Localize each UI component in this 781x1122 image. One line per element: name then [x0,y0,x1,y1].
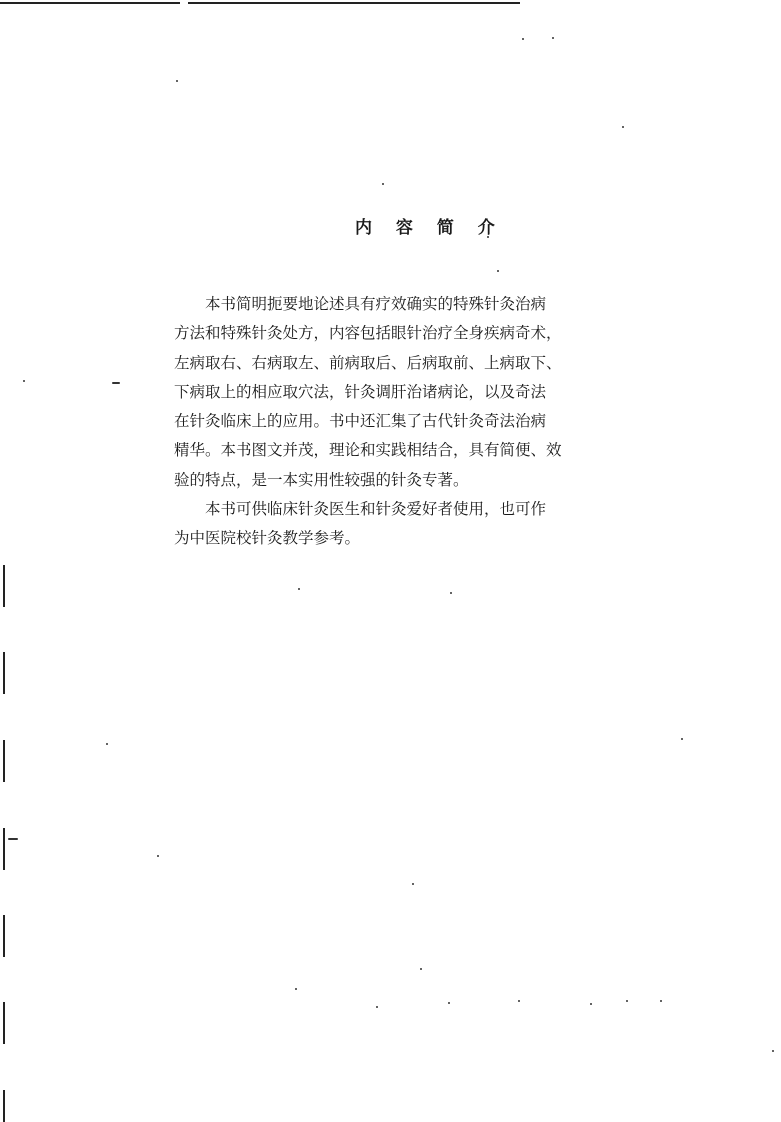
text-line: 为中医院校针灸教学参考。 [174,529,361,548]
scan-edge-mark [3,740,5,782]
scan-edge-mark [3,828,5,870]
scan-top-rule-gap [180,2,188,4]
scan-speck [376,1006,378,1008]
scan-speck [412,883,414,885]
text-line: 方法和特殊针灸处方，内容包括眼针治疗全身疾病奇术， [174,324,562,343]
scan-speck [112,382,120,384]
text-line: 在针灸临床上的应用。书中还汇集了古代针灸奇法治病 [174,412,547,431]
scan-speck [157,855,159,857]
scan-top-rule [0,2,520,4]
scan-speck [772,1050,774,1052]
scan-edge-mark [3,652,5,694]
scan-speck [448,1002,450,1004]
text-line: 本书简明扼要地论述具有疗效确实的特殊针灸治病 [205,295,547,313]
scan-edge-mark [3,1090,5,1122]
scan-speck [626,1000,628,1002]
scan-speck [552,37,554,39]
text-line: 本书可供临床针灸医生和针灸爱好者使用，也可作 [205,500,547,519]
content-body [174,290,662,554]
scan-edge-mark [3,915,5,957]
scan-speck [450,592,452,594]
paragraph-summary [174,290,662,495]
text-line: 验的特点，是一本实用性较强的针灸专著。 [174,470,469,489]
scan-speck [681,738,683,740]
scan-speck [106,743,108,745]
scan-speck [518,1000,520,1002]
text-line: 左病取右、右病取左、前病取后、后病取前、上病取下、 [174,353,562,372]
scan-edge-mark [3,565,5,607]
scan-edge-mark [3,1002,5,1044]
scan-speck [8,838,18,840]
scan-speck [622,126,624,128]
scan-speck [298,588,300,590]
scan-speck [660,1000,662,1002]
scan-speck [522,38,524,40]
scan-speck [176,80,178,82]
scan-speck [382,183,384,185]
scan-speck [295,988,297,990]
scan-speck [497,270,499,272]
scan-speck [23,380,25,382]
page-title: 内 容 简 介 [355,218,504,238]
scan-speck [420,968,422,970]
text-line: 精华。本书图文并茂，理论和实践相结合，具有简便、效 [174,441,562,460]
scan-speck [590,1003,592,1005]
paragraph-audience [174,495,662,554]
text-line: 下病取上的相应取穴法，针灸调肝治诸病论，以及奇法 [174,382,547,401]
